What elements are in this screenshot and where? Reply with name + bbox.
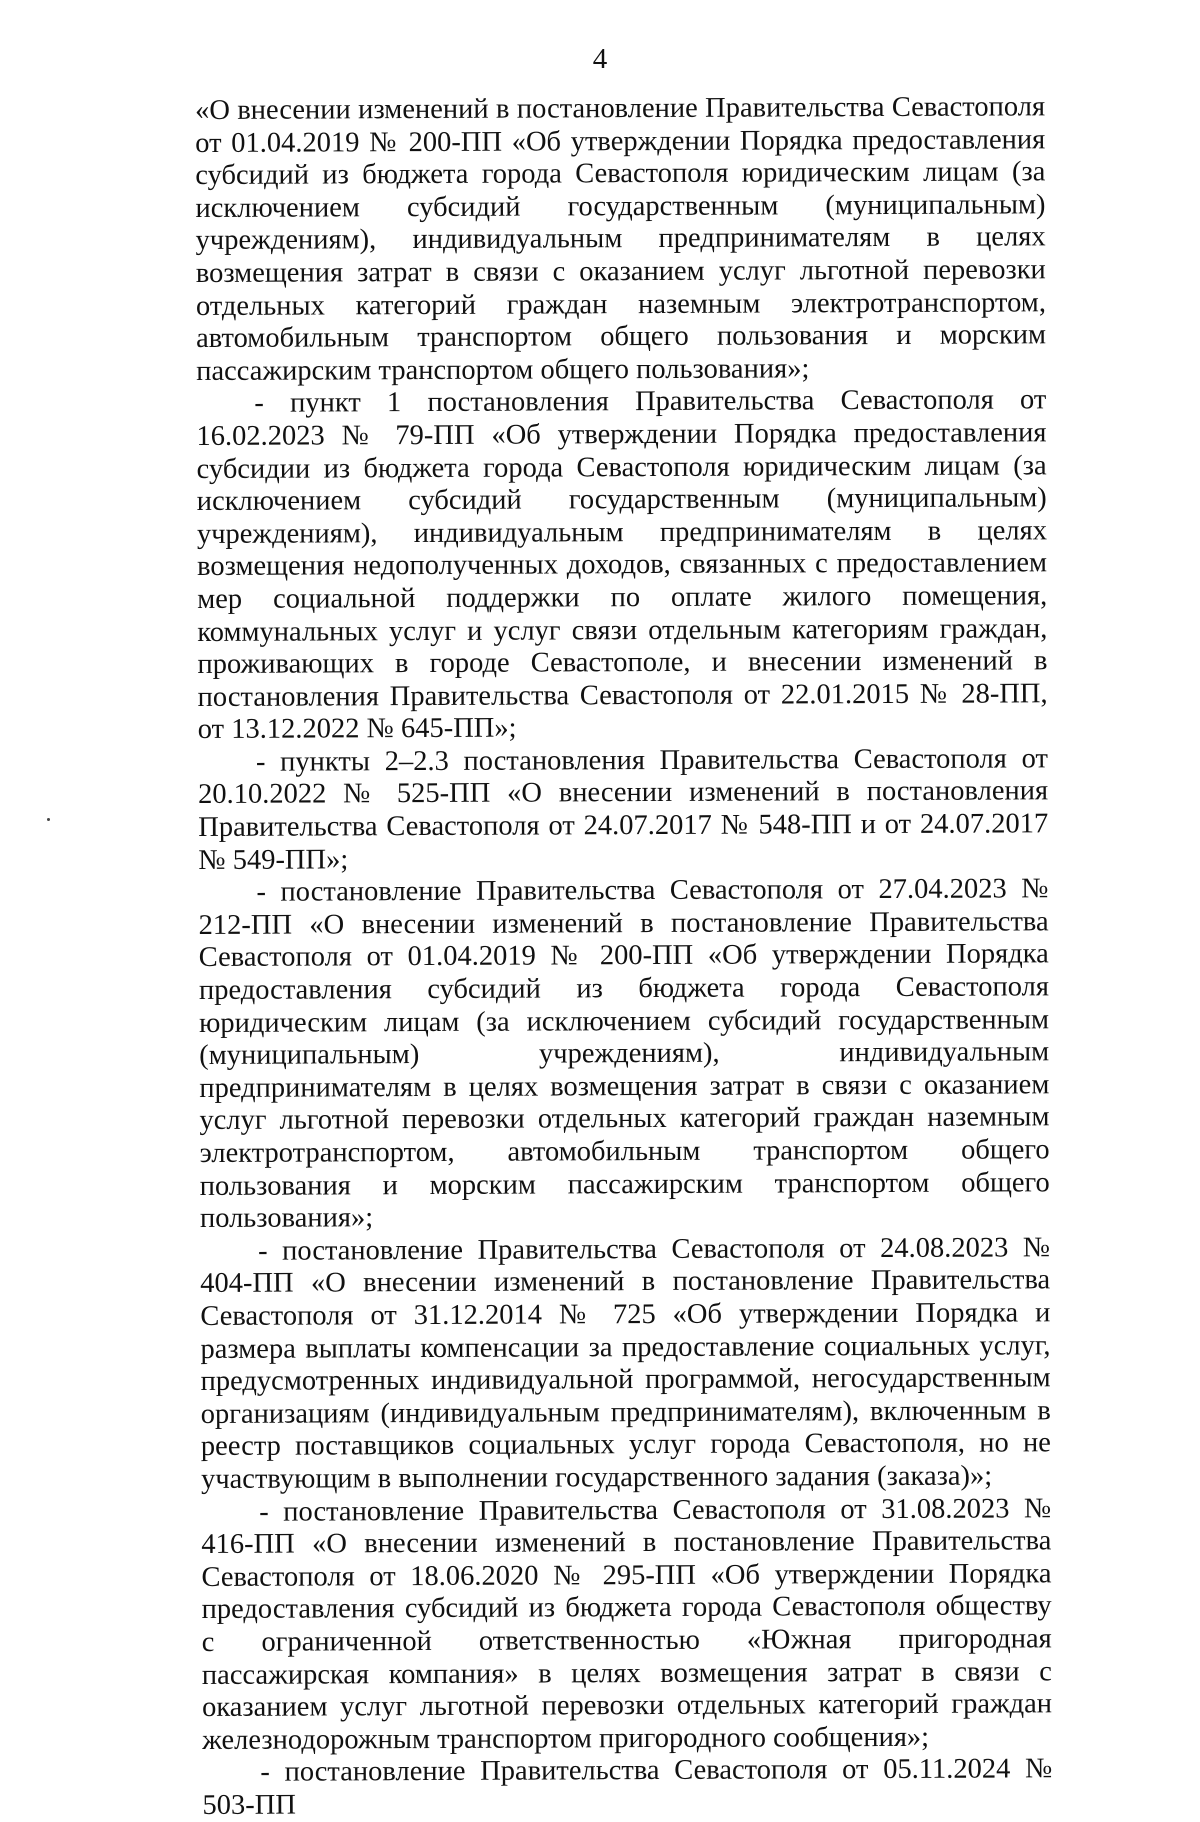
paragraph: «О внесении изменений в постановление Правительства Севастополя от 01.04.2019 № 200-ПП «Об утверждении Порядка предоставления субсидий из бюджета города Севастополя юридическим лицам (за исключением субсидий государственным (муниципальным) учреждениям), индивидуальным предпринимателям в целях возмещения затрат в связи с оказанием услуг льготной перевозки отдельных категорий граждан наземным электротранспортом, автомобильным транспортом общего пользования и морским пассажирским транспортом общего пользования»; — [195, 91, 1047, 387]
paragraph: - постановление Правительства Севастополя от 24.08.2023 № 404-ПП «О внесении изменений в постановление Правительства Севастополя от 31.12.2014 № 725 «Об утверждении Порядка и размера выплаты компенсации за предоставление социальных услуг, предусмотренных индивидуальной программой, негосударственным организациям (индивидуальным предпринимателям), включенным в реестр поставщиков социальных услуг города Севастополя, но не участвующим в выполнении государственного задания (заказа)»; — [200, 1232, 1051, 1495]
paragraph: - пункты 2–2.3 постановления Правительства Севастополя от 20.10.2022 № 525-ПП «О внесении изменений в постановления Правительства Севастополя от 24.07.2017 № 548-ПП и от 24.07.2017 № 549-ПП»; — [197, 743, 1049, 876]
scan-speck — [47, 818, 50, 821]
paragraph: - постановление Правительства Севастополя от 05.11.2024 № 503-ПП — [202, 1753, 1053, 1821]
page-number: 4 — [592, 43, 608, 75]
paragraph: - постановление Правительства Севастополя от 31.08.2023 № 416-ПП «О внесении изменений в постановление Правительства Севастополя от 18.06.2020 № 295-ПП «Об утверждении Порядка предоставления субсидий из бюджета города Севастополя обществу с ограниченной ответственностью «Южная пригородная пассажирская компания» в целях возмещения затрат в связи с оказанием услуг льготной перевозки отдельных категорий граждан железнодорожным транспортом пригородного сообщения»; — [201, 1492, 1053, 1756]
paragraph: - пункт 1 постановления Правительства Севастополя от 16.02.2023 № 79-ПП «Об утверждении Порядка предоставления субсидии из бюджета города Севастополя юридическим лицам (за исключением субсидий государственным (муниципальным) учреждениям), индивидуальным предпринимателям в целях возмещения недополученных доходов, связанных с предоставлением мер социальной поддержки по оплате жилого помещения, коммунальных услуг и услуг связи отдельным категориям граждан, проживающих в городе Севастополе, и внесении изменений в постановления Правительства Севастополя от 22.01.2015 № 28-ПП, от 13.12.2022 № 645-ПП»; — [196, 384, 1048, 746]
document-body — [195, 91, 1053, 1822]
paragraph: - постановление Правительства Севастополя от 27.04.2023 № 212-ПП «О внесении изменений в постановление Правительства Севастополя от 01.04.2019 № 200-ПП «Об утверждении Порядка предоставления субсидий из бюджета города Севастополя юридическим лицам (за исключением субсидий государственным (муниципальным) учреждениям), индивидуальным предпринимателям в целях возмещения затрат в связи с оказанием услуг льготной перевозки отдельных категорий граждан наземным электротранспортом, автомобильным транспортом общего пользования и морским пассажирским транспортом общего пользования»; — [198, 873, 1050, 1235]
